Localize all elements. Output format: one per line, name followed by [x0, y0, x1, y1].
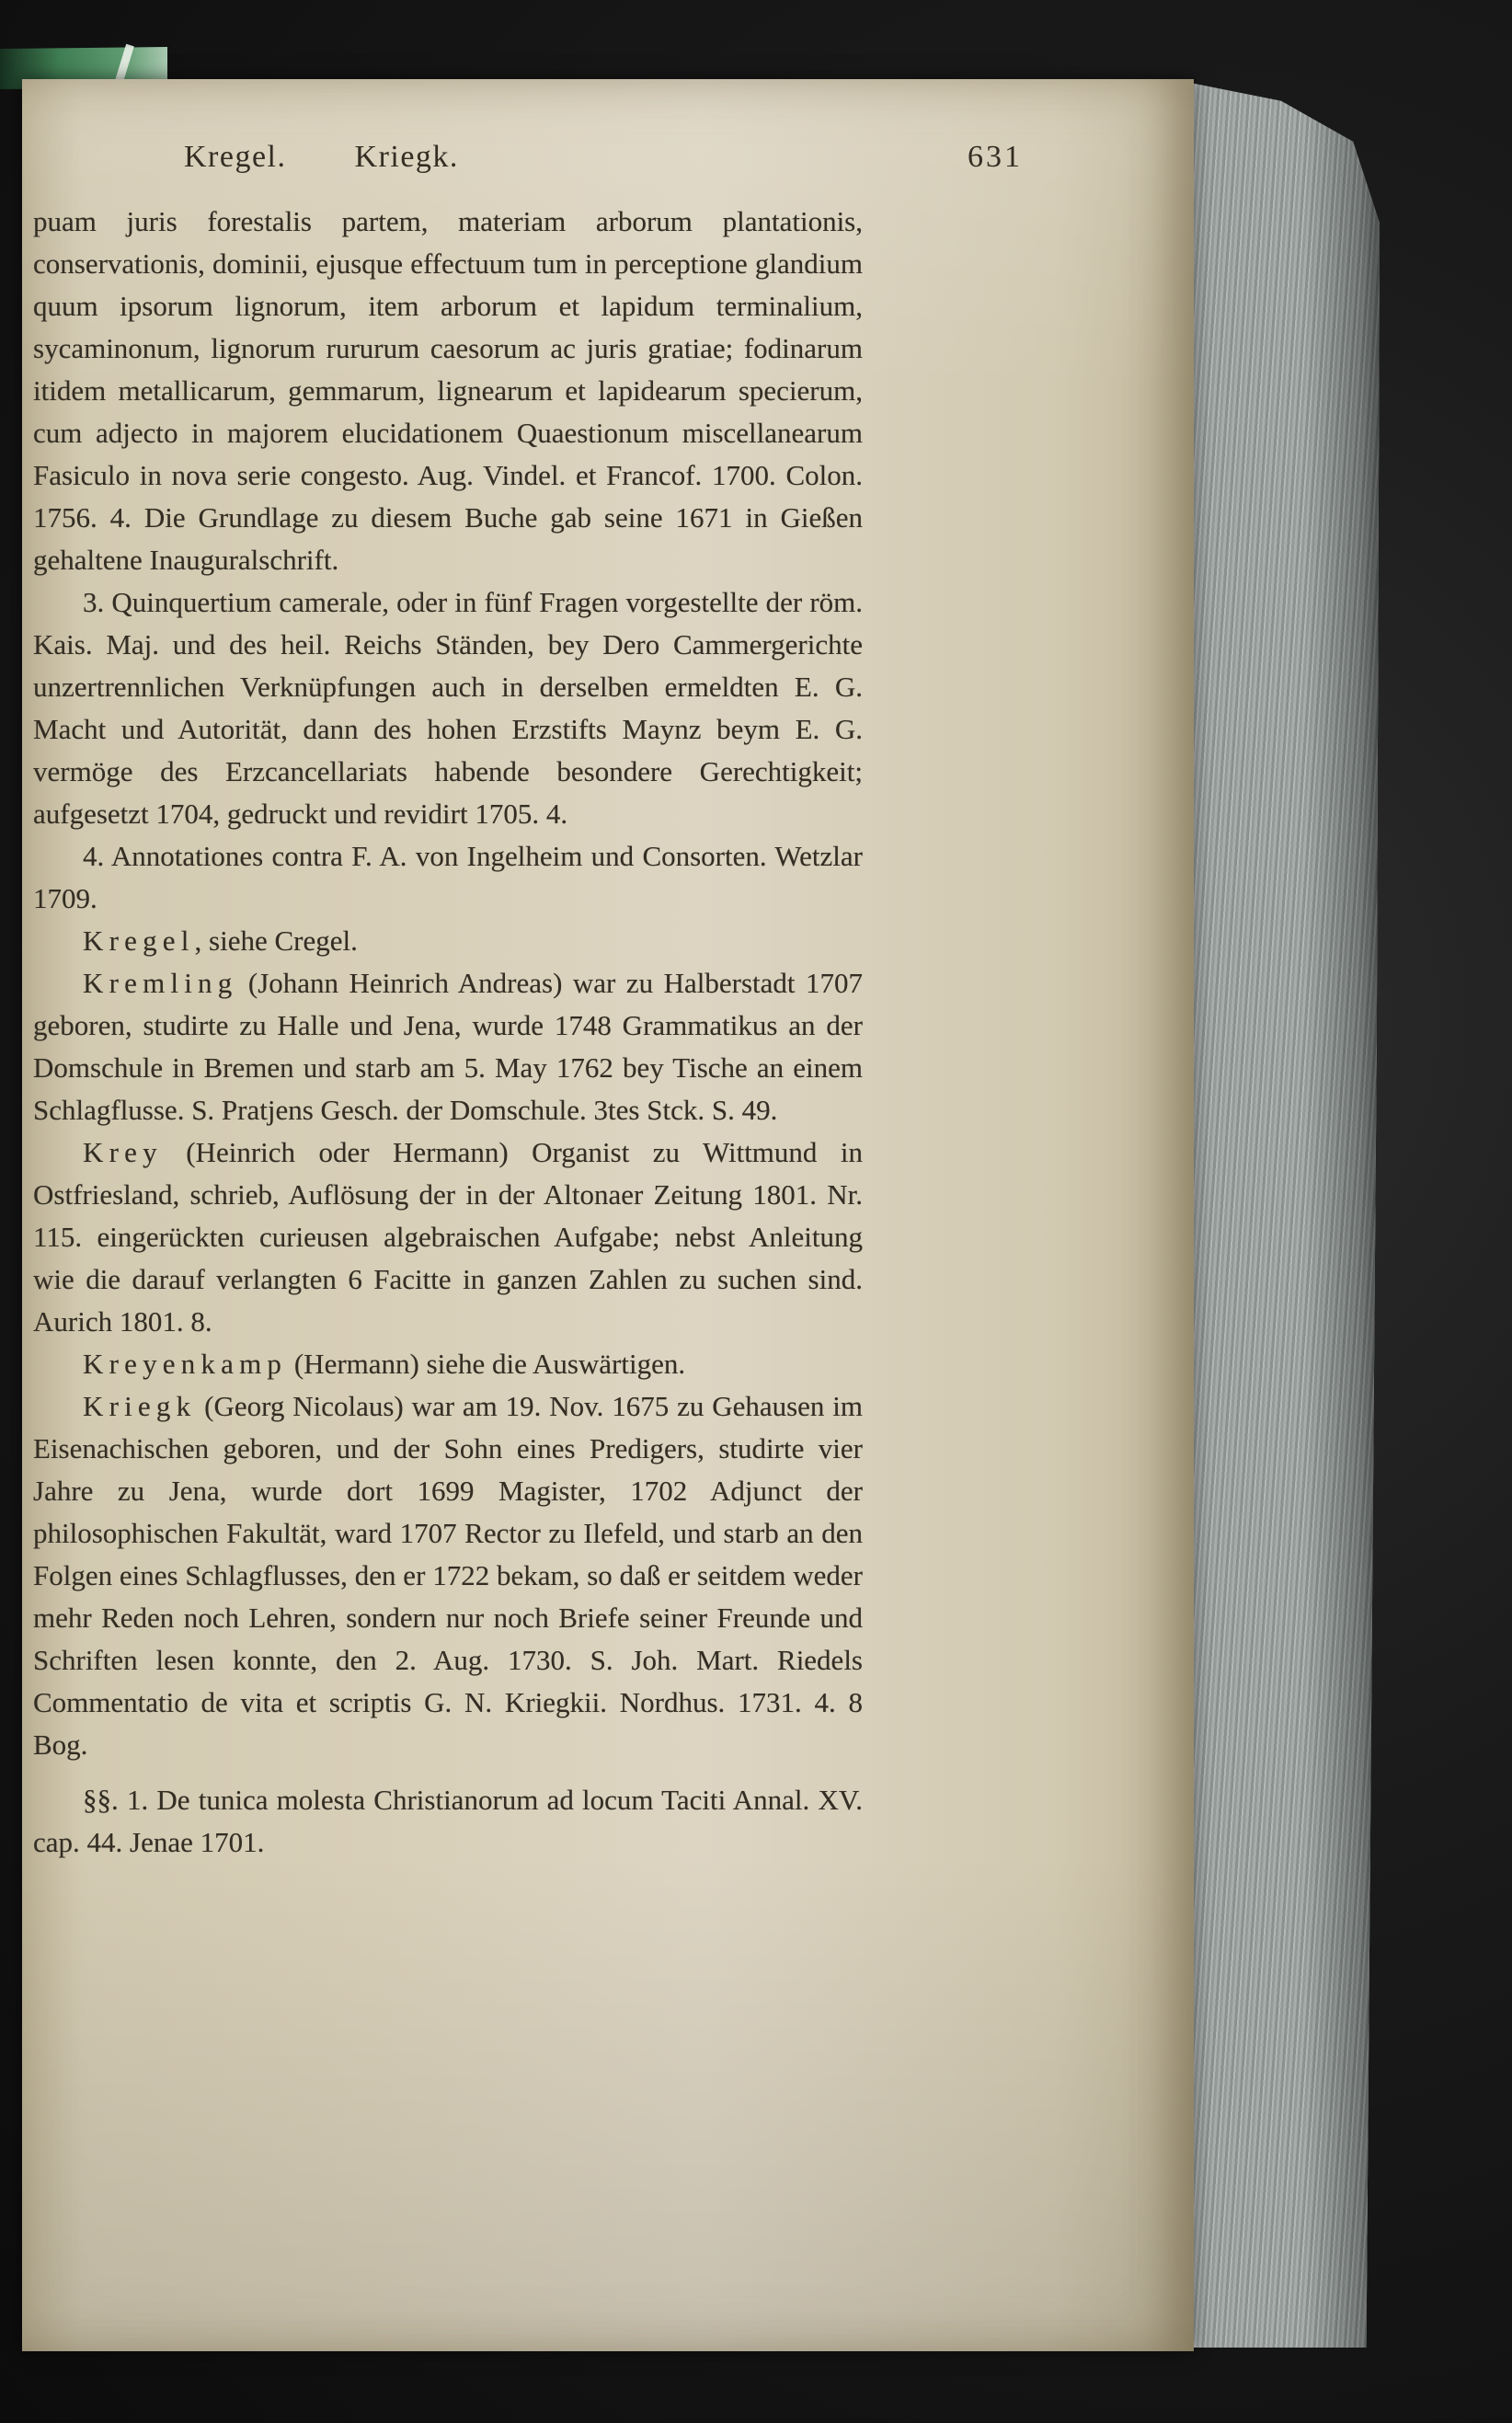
text-block — [33, 201, 863, 1864]
paragraph: 3. Quinquertium camerale, oder in fünf Fragen vorgestellte der röm. Kais. Maj. und des heil. Reichs Ständen, bey Dero Cammergerichte unzertrennlichen Verknüpfungen auch in derselben ermeldten E. G. Macht und Autorität, dann des hohen Erzstifts Maynz beym E. G. vermöge des Erzcancellariats habende besondere Gerechtigkeit; aufgesetzt 1704, gedruckt und revidirt 1705. 4. — [33, 586, 863, 830]
entry-name: Kriegk — [83, 1390, 197, 1422]
paragraph: Kremling (Johann Heinrich Andreas) war zu Halberstadt 1707 geboren, studirte zu Halle und Jena, wurde 1748 Grammatikus an der Domschule in Bremen und starb am 5. May 1762 bey Tische an einem Schlagflusse. S. Pratjens Gesch. der Domschule. 3tes Stck. S. 49. — [33, 967, 863, 1126]
paragraph: Kreyenkamp (Hermann) siehe die Auswärtigen. — [83, 1348, 686, 1380]
paragraph: puam juris forestalis partem, materiam arborum plantationis, conservationis, dominii, ejusque effectuum tum in perceptione glandium quum ipsorum lignorum, item arborum et lapidum terminalium, sycaminonum, lignorum rururum caesorum ac juris gratiae; fodinarum itidem metallicarum, gemmarum, lignearum et lapidearum specierum, cum adjecto in majorem elucidationem Quaestionum miscellanearum Fasiculo in nova serie congesto. Aug. Vindel. et Francof. 1700. Colon. 1756. 4. Die Grundlage zu diesem Buche gab seine 1671 in Gießen gehaltene Inauguralschrift. — [33, 205, 863, 576]
header-title-left: Kregel. — [184, 140, 287, 174]
book-page — [22, 79, 1194, 2351]
book-fore-edge-pages — [1190, 83, 1380, 2348]
header-title-right: Kriegk. — [354, 140, 459, 174]
paragraph: §§. 1. De tunica molesta Christianorum ad locum Taciti Annal. XV. cap. 44. Jenae 1701. — [33, 1784, 863, 1858]
paragraph: 4. Annotationes contra F. A. von Ingelheim und Consorten. Wetzlar 1709. — [33, 840, 863, 914]
entry-name: Kremling — [83, 967, 238, 999]
running-header — [22, 140, 1194, 175]
entry-name: Kreyenkamp — [83, 1348, 288, 1380]
page-number: 631 — [968, 140, 1023, 174]
paragraph: Krey (Heinrich oder Hermann) Organist zu Wittmund in Ostfriesland, schrieb, Auflösung der in der Altonaer Zeitung 1801. Nr. 115. eingerückten curieusen algebraischen Aufgabe; nebst Anleitung wie die darauf verlangten 6 Facitte in ganzen Zahlen zu suchen sind. Aurich 1801. 8. — [33, 1136, 863, 1338]
paragraph: Kriegk (Georg Nicolaus) war am 19. Nov. 1675 zu Gehausen im Eisenachischen geboren, und der Sohn eines Predigers, studirte vier Jahre zu Jena, wurde dort 1699 Magister, 1702 Adjunct der philosophischen Fakultät, ward 1707 Rector zu Ilefeld, und starb an den Folgen eines Schlagflusses, den er 1722 bekam, so daß er seitdem weder mehr Reden noch Lehren, sondern nur noch Briefe seiner Freunde und Schriften lesen konnte, den 2. Aug. 1730. S. Joh. Mart. Riedels Commentatio de vita et scriptis G. N. Kriegkii. Nordhus. 1731. 4. 8 Bog. — [33, 1390, 863, 1761]
paragraph: Kregel, siehe Cregel. — [83, 924, 358, 957]
entry-name: Krey — [83, 1136, 163, 1168]
entry-name: Kregel — [83, 924, 195, 957]
